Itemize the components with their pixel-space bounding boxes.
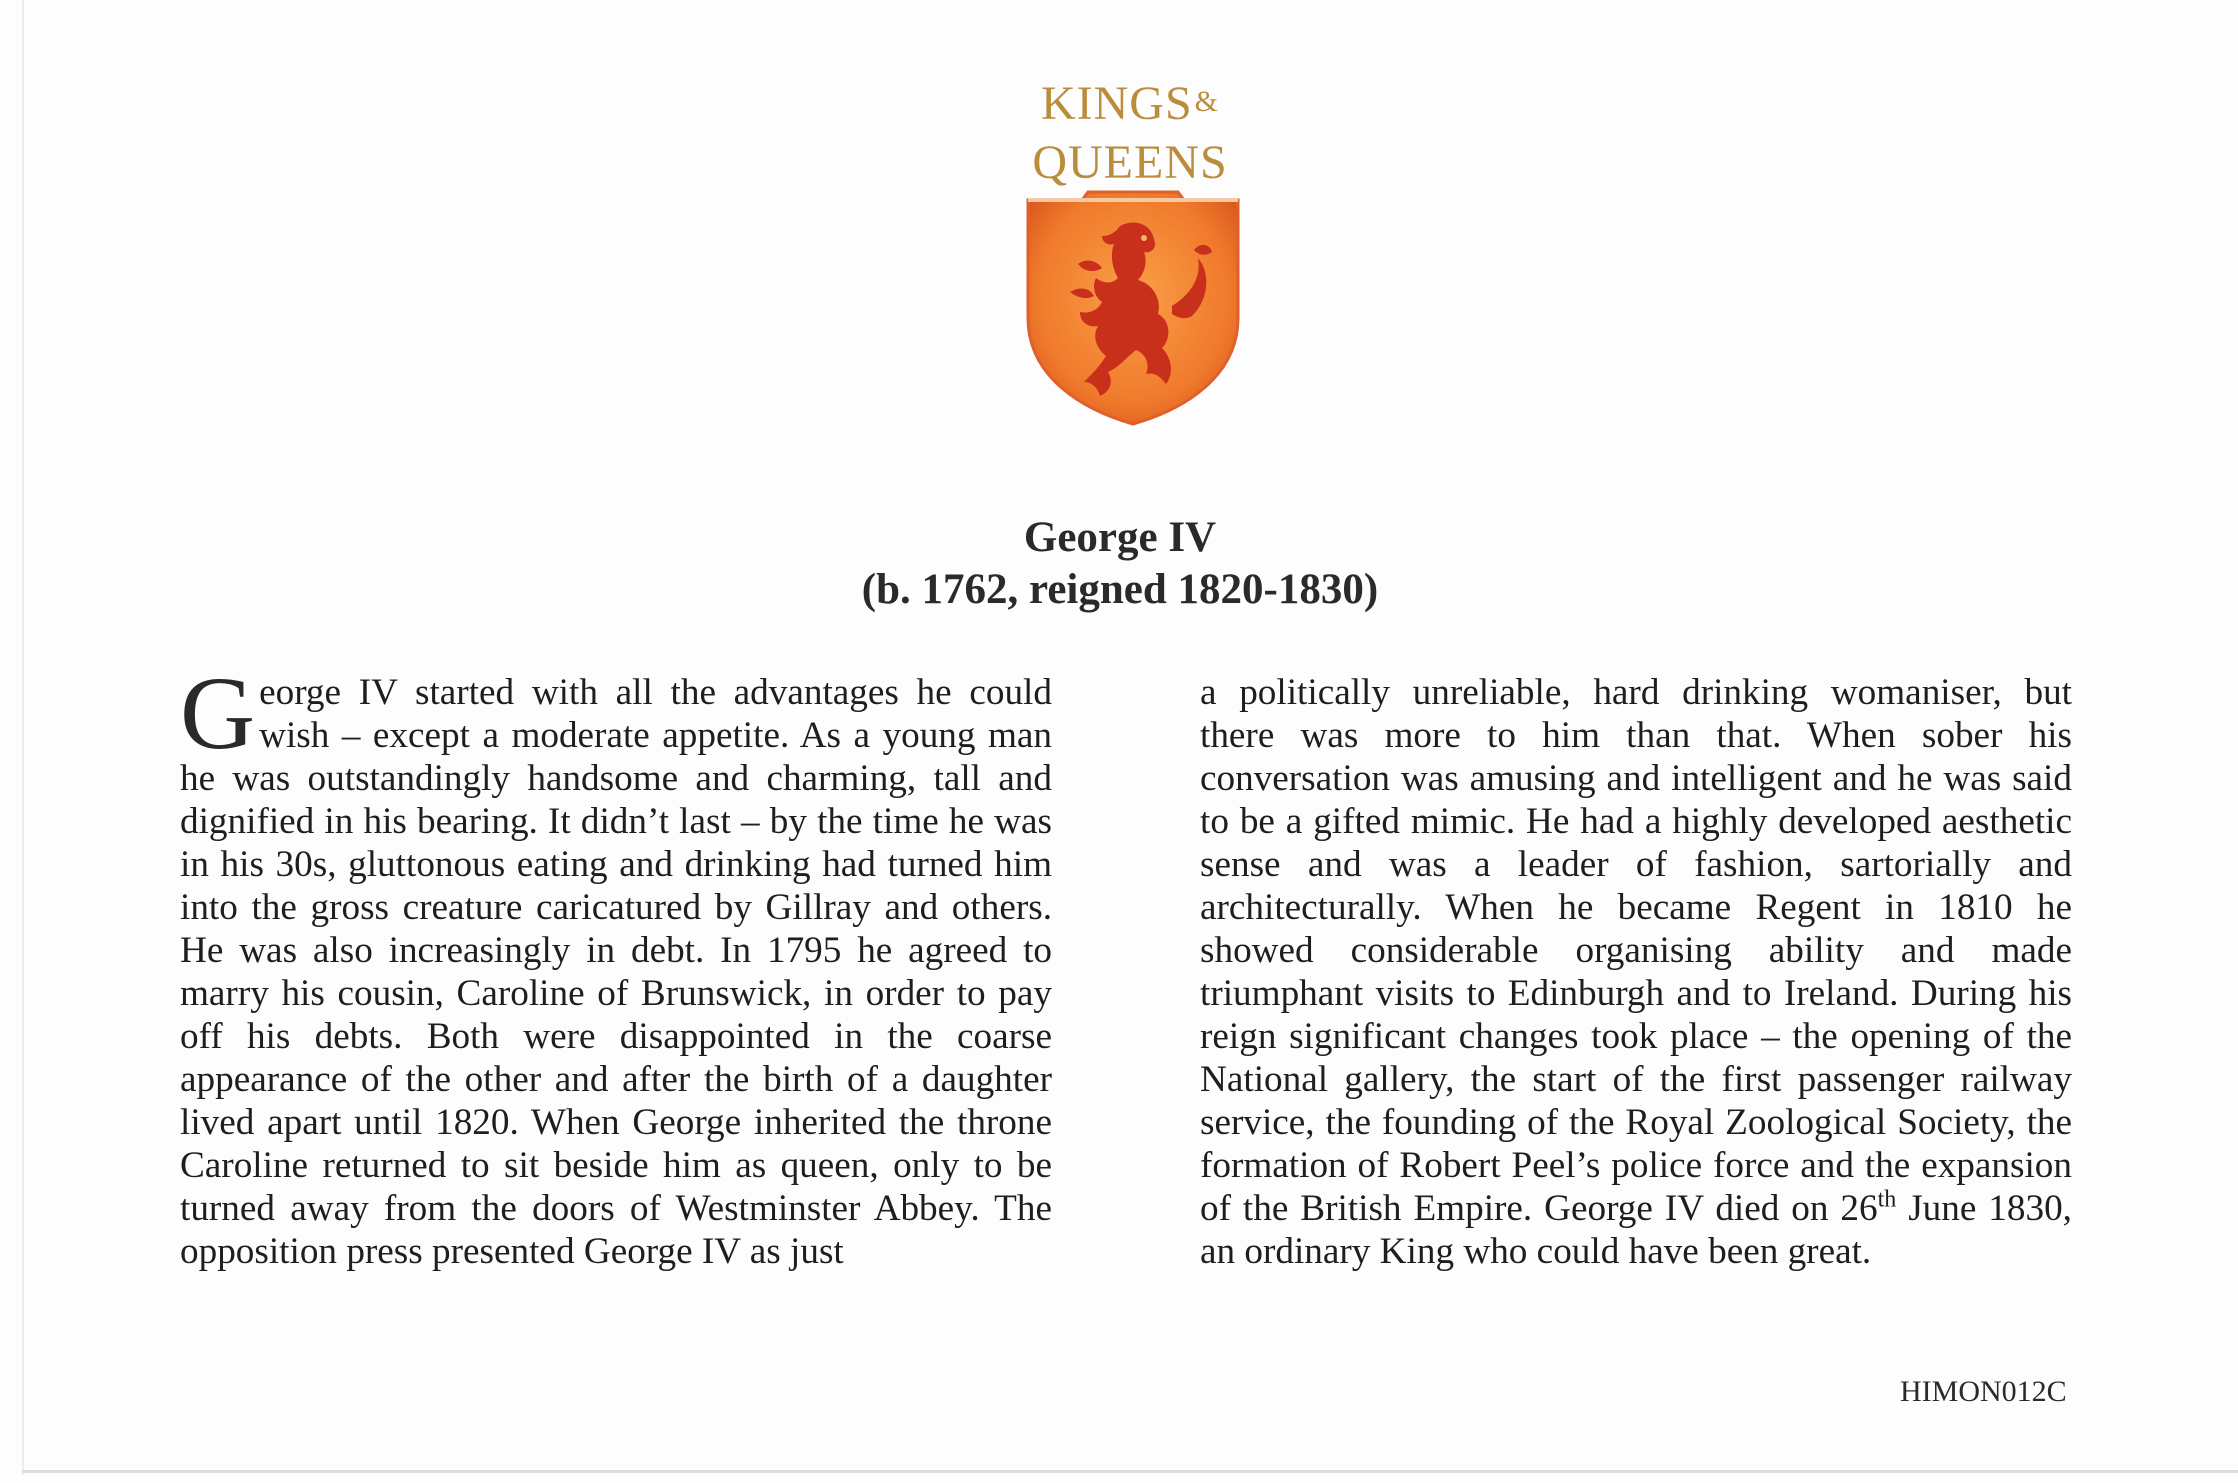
- right-column: [1200, 671, 2072, 1273]
- logo-ampersand: &: [1194, 85, 1219, 118]
- kings-queens-logo: [1010, 78, 1250, 187]
- ordinal-suffix: th: [1877, 1186, 1897, 1213]
- right-column-text-end: June 1830, an ordinary King who could have been great.: [1200, 1188, 2072, 1272]
- monarch-dates: (b. 1762, reigned 1820-1830): [861, 566, 1379, 613]
- logo-wordmark: [1010, 78, 1250, 187]
- page-title: [800, 512, 1440, 616]
- card-left-edge: [22, 0, 24, 1475]
- logo-line-queens: QUEENS: [1032, 136, 1228, 189]
- card-bottom-edge: [22, 1470, 2238, 1473]
- left-column: [180, 656, 1052, 1273]
- lion-shield-icon: [1022, 188, 1244, 428]
- product-code: HIMON012C: [1900, 1375, 2067, 1408]
- drop-cap: G: [180, 656, 256, 771]
- logo-line-kings: KINGS: [1040, 77, 1193, 130]
- right-column-text: a politically unreliable, hard drinking womaniser, but there was more to him than that. When sober his conversation was amusing and intelligent and he was said to be a gifted mimic. He had a highly developed aesthetic sense and was a leader of fashion, sartorially and architecturally. When he became Regent in 1810 he showed considerable organising ability and made triumphant visits to Edinburgh and to Ireland. During his reign significant changes took place – the opening of the National gallery, the start of the first passenger railway service, the founding of the Royal Zoological Society, the formation of Robert Peel’s police force and the expansion of the British Empire. George IV died on 26: [1200, 672, 2072, 1229]
- monarch-name: George IV: [1023, 514, 1217, 561]
- left-column-text: eorge IV started with all the advantages he could wish – except a moderate appetite. As a young man he was outstandingly handsome and charming, tall and dignified in his bearing. It didn’t last – by the time he was in his 30s, gluttonous eating and drinking had turned him into the gross creature caricatured by Gillray and others. He was also increasingly in debt. In 1795 he agreed to marry his cousin, Caroline of Brunswick, in order to pay off his debts. Both were disappointed in the coarse appearance of the other and after the birth of a daughter lived apart until 1820. When George inherited the throne Caroline returned to sit beside him as queen, only to be turned away from the doors of Westminster Abbey. The opposition press presented George IV as just: [180, 672, 1052, 1272]
